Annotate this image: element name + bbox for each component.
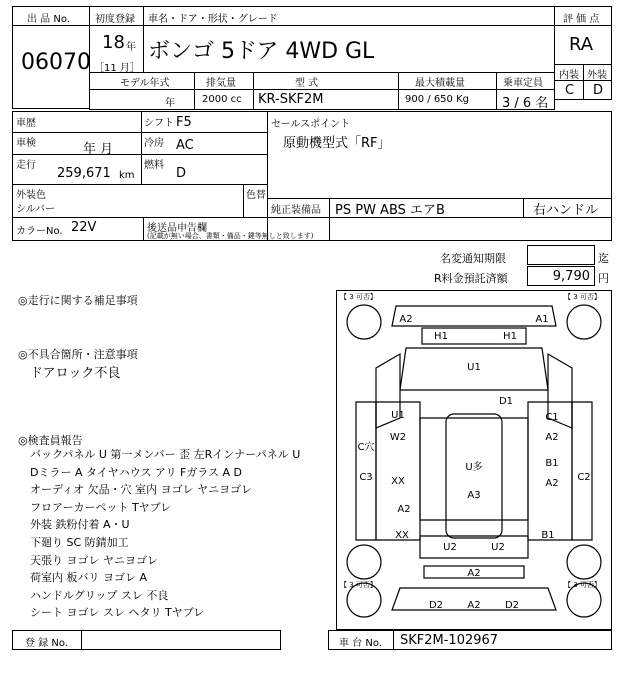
inspection-label: 車検 bbox=[16, 138, 36, 149]
name-change-box bbox=[527, 245, 595, 265]
damage-mark: A2 bbox=[467, 568, 481, 579]
name-label: 車名・ドア・形状・グレード bbox=[148, 14, 278, 25]
damage-mark: U2 bbox=[491, 542, 505, 553]
damage-mark: A2 bbox=[397, 504, 411, 515]
right-side bbox=[572, 402, 592, 540]
damage-diagram bbox=[336, 290, 612, 630]
damage-mark: B1 bbox=[541, 530, 555, 541]
chassis-value-cell bbox=[393, 630, 612, 650]
ac-label: 冷房 bbox=[144, 138, 164, 149]
corner-label: 【 3 可否】 bbox=[340, 581, 377, 589]
first-reg-year: 18 bbox=[102, 32, 125, 53]
handle-value: 右ハンドル bbox=[533, 203, 599, 218]
wheel-fl bbox=[347, 305, 381, 339]
spec-row bbox=[89, 72, 555, 110]
inspector-line: ハンドルグリップ スレ 不良 bbox=[30, 588, 169, 602]
model-year-value: 年 bbox=[165, 98, 175, 109]
inspector-line: 下廻り SC 防錆加工 bbox=[30, 535, 129, 549]
damage-mark: C2 bbox=[577, 472, 591, 483]
lot-label-cell bbox=[12, 6, 90, 26]
damage-mark: C3 bbox=[359, 472, 373, 483]
damage-mark: U2 bbox=[443, 542, 457, 553]
defect-title: ◎不具合箇所・注意事項 bbox=[18, 348, 138, 361]
inspector-line: Dミラー A タイヤハウス アリ Fガラス A D bbox=[30, 465, 242, 479]
aftermarket-note: (記載が無い場合、書類・備品・鍵等無しと致します) bbox=[147, 232, 314, 240]
damage-mark: A1 bbox=[535, 314, 549, 325]
equipment-label: 純正装備品 bbox=[271, 205, 321, 216]
score-cell bbox=[554, 25, 612, 65]
damage-mark: U1 bbox=[391, 410, 405, 421]
max-load-value: 900 / 650 Kg bbox=[405, 94, 469, 105]
inspector-line: シート ヨゴレ スレ ヘタリ Tヤブレ bbox=[30, 606, 205, 620]
lot-label: 出 品 No. bbox=[27, 14, 70, 25]
score-label-cell bbox=[554, 6, 612, 26]
inspector-line: 外装 鉄粉付着 A・U bbox=[30, 518, 130, 532]
inspector-title: ◎検査員報告 bbox=[18, 434, 83, 447]
damage-mark: A3 bbox=[467, 490, 481, 501]
color-value: シルバー bbox=[16, 204, 56, 215]
lot-number-cell bbox=[12, 25, 90, 109]
reg-label-cell bbox=[12, 630, 82, 650]
name-change-label: 名変通知期限 bbox=[440, 252, 506, 265]
inspector-line: フロアーカーペット Tヤブレ bbox=[30, 500, 172, 514]
damage-mark: U多 bbox=[465, 462, 483, 473]
lot-number: 06070 bbox=[21, 50, 91, 75]
type-label: 型 式 bbox=[295, 78, 319, 89]
recycle-box bbox=[527, 266, 595, 286]
wheel-rl bbox=[347, 545, 381, 579]
mileage-value: 259,671 bbox=[57, 166, 111, 181]
name-row bbox=[89, 25, 555, 73]
chassis-label: 車 台 No. bbox=[339, 638, 382, 649]
inspector-line: オーディオ 欠品・穴 室内 ヨゴレ ヤニヨゴレ bbox=[30, 483, 253, 497]
damage-mark: D2 bbox=[504, 600, 520, 611]
reg-label: 登 録 No. bbox=[25, 638, 68, 649]
driving-title: ◎走行に関する補足事項 bbox=[18, 294, 138, 307]
capacity-value: 3 / 6 名 bbox=[502, 96, 549, 111]
inspector-line: 天張り ヨゴレ ヤニヨゴレ bbox=[30, 553, 158, 567]
left-rear-body bbox=[376, 402, 420, 540]
defect-text: ドアロック不良 bbox=[30, 366, 121, 381]
recycle-label: R料金預託済額 bbox=[434, 272, 508, 285]
interior-grade-cell bbox=[554, 80, 584, 100]
damage-mark: H1 bbox=[503, 331, 517, 342]
recycle-unit: 円 bbox=[598, 272, 609, 285]
inspector-line: バックパネル U 第一メンバー 歪 左Rインナーパネル U bbox=[30, 448, 301, 461]
fuel-value: D bbox=[176, 166, 187, 181]
damage-mark: U1 bbox=[467, 362, 481, 373]
fuel-label: 燃料 bbox=[144, 160, 164, 171]
corner-label: 【 3 可否】 bbox=[340, 293, 377, 301]
first-reg-label: 初度登録 bbox=[95, 14, 135, 25]
equipment-value: PS PW ABS エアB bbox=[335, 203, 445, 218]
damage-mark: H1 bbox=[434, 331, 448, 342]
damage-mark: A2 bbox=[467, 600, 481, 611]
sales-point-label: セールスポイント bbox=[271, 119, 351, 130]
name-change-unit: 迄 bbox=[598, 252, 609, 265]
mileage-label: 走行 bbox=[16, 160, 36, 171]
model-year-label: モデル年式 bbox=[120, 78, 170, 89]
sales-point-value: 原動機型式「RF」 bbox=[283, 136, 391, 151]
corner-label: 【 3 可否】 bbox=[564, 581, 601, 589]
score-value: RA bbox=[569, 34, 594, 55]
ac-value: AC bbox=[176, 138, 194, 153]
damage-mark: XX bbox=[395, 530, 409, 541]
type-value: KR-SKF2M bbox=[258, 92, 324, 107]
damage-mark: D2 bbox=[428, 600, 444, 611]
inspector-lines bbox=[30, 446, 300, 622]
displacement-value: 2000 cc bbox=[202, 94, 242, 105]
front-bumper bbox=[392, 306, 556, 326]
rear-gate bbox=[420, 536, 528, 558]
capacity-label: 乗車定員 bbox=[503, 78, 543, 89]
info-block bbox=[12, 111, 612, 241]
damage-mark: XX bbox=[391, 476, 405, 487]
first-reg-label-cell bbox=[89, 6, 144, 26]
chassis-label-cell bbox=[328, 630, 394, 650]
exterior-label: 外装 bbox=[587, 70, 607, 81]
interior-label: 内装 bbox=[559, 70, 579, 81]
interior-grade: C bbox=[565, 83, 575, 98]
shift-value: F5 bbox=[176, 115, 192, 130]
color-no-label: カラーNo. bbox=[16, 226, 63, 237]
aftermarket-label: 後送品申告欄 bbox=[147, 223, 207, 234]
damage-mark: D1 bbox=[498, 396, 514, 407]
color-label: 外装色 bbox=[16, 190, 46, 201]
car-name: ボンゴ 5ドア 4WD GL bbox=[148, 39, 375, 64]
score-label: 評 価 点 bbox=[563, 14, 600, 25]
inspector-line: 荷室内 板バリ ヨゴレ A bbox=[30, 571, 148, 585]
chassis-value: SKF2M-102967 bbox=[400, 633, 499, 648]
damage-mark: A2 bbox=[399, 314, 413, 325]
exterior-grade-cell bbox=[583, 80, 612, 100]
year-unit: 年 bbox=[126, 42, 136, 53]
damage-mark: C1 bbox=[545, 412, 559, 423]
displacement-label: 排気量 bbox=[206, 78, 236, 89]
color-no-value: 22V bbox=[71, 220, 97, 235]
corner-label: 【 3 可否】 bbox=[564, 293, 601, 301]
damage-mark: B1 bbox=[545, 458, 559, 469]
exterior-label-cell bbox=[583, 64, 612, 81]
history-label: 車歴 bbox=[16, 118, 36, 129]
reg-value-cell bbox=[81, 630, 281, 650]
max-load-label: 最大積載量 bbox=[415, 78, 465, 89]
mileage-unit: km bbox=[119, 170, 135, 181]
recycle-value: 9,790 bbox=[552, 269, 590, 284]
shift-label: シフト bbox=[144, 118, 174, 129]
inspection-value: 年 月 bbox=[83, 142, 114, 157]
repaint-label: 色替 bbox=[246, 190, 266, 201]
name-label-cell bbox=[143, 6, 555, 26]
damage-mark: W2 bbox=[389, 432, 407, 443]
damage-mark: A2 bbox=[545, 432, 559, 443]
damage-mark: A2 bbox=[545, 478, 559, 489]
left-side bbox=[356, 402, 376, 540]
exterior-grade: D bbox=[593, 83, 604, 98]
interior-label-cell bbox=[554, 64, 584, 81]
wheel-fr bbox=[567, 305, 601, 339]
damage-mark: C穴 bbox=[357, 442, 375, 453]
first-reg-month: ［11 月］ bbox=[94, 63, 140, 74]
wheel-rr bbox=[567, 545, 601, 579]
